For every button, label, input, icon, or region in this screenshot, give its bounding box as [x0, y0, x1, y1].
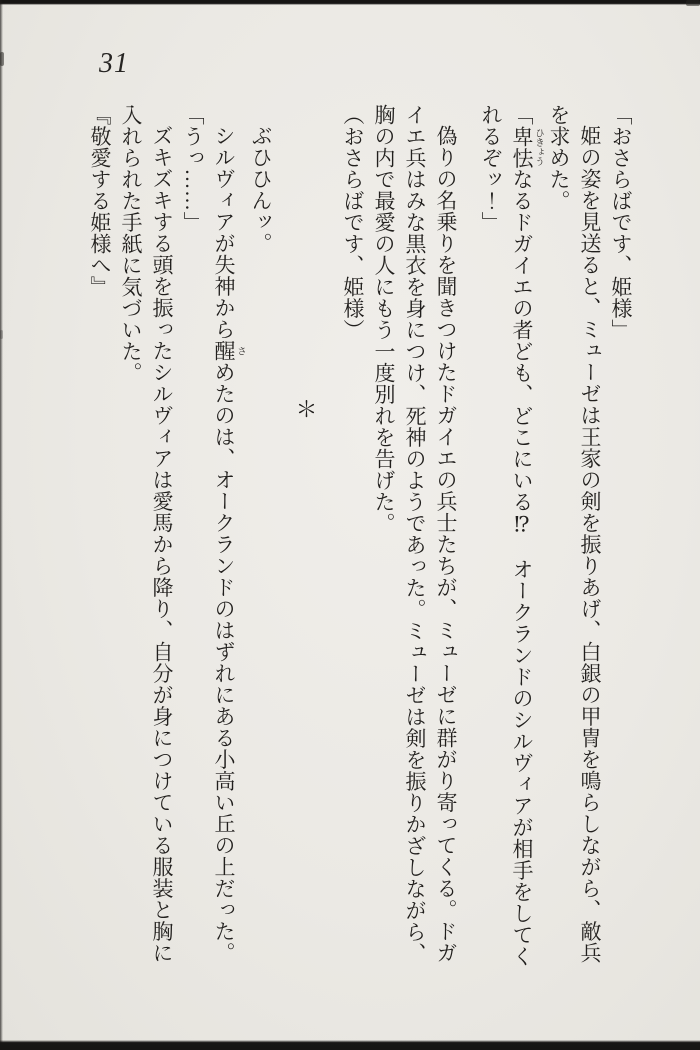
text-line: 入れられた手紙に気づいた。: [119, 104, 143, 384]
text-line-with-ruby: [208, 104, 245, 968]
text-line: イエ兵はみな黒衣を身につけ、死神のようであった。ミューゼは剣を振りかざしながら、: [403, 104, 427, 964]
section-divider-star: ＊: [293, 398, 318, 421]
scan-smudge: [0, 330, 3, 339]
text-line: 『敬愛する姫様へ』: [88, 104, 112, 298]
ruby-annotation: さ: [235, 340, 245, 362]
text-line: （おさらばです、姫様）: [341, 104, 365, 341]
text-segment: なるドガイエの者ども、どこにいる⁉ オークランドのシルヴィアが相手をしてく: [510, 168, 534, 967]
text-segment: めたのは、オークランドのはずれにある小高い丘の上だった。: [212, 361, 236, 964]
text-line: 姫の姿を見送ると、ミューゼは王家の剣を振りあげ、白銀の甲冑を鳴らしながら、敵兵: [578, 125, 602, 964]
ruby-annotation: ひきょう: [533, 125, 543, 169]
text-line: 偽りの名乗りを聞きつけたドガイエの兵士たちが、ミューゼに群がり寄ってくる。ドガ: [434, 125, 458, 964]
text-line: 「おさらばです、姫様」: [609, 104, 633, 341]
ruby-word: [212, 340, 245, 362]
scan-smudge: [0, 52, 4, 66]
scan-edge-left: [0, 0, 3, 1050]
text-line: 胸の内で最愛の人にもう一度別れを告げた。: [372, 104, 396, 534]
novel-text-block: [84, 104, 636, 968]
text-line-with-ruby: [506, 104, 543, 968]
ruby-base: 卑怯: [510, 125, 534, 169]
scan-edge-top: [0, 0, 700, 5]
scan-smudge: [686, 0, 700, 6]
text-segment: 「: [510, 104, 534, 126]
text-line: ズキズキする頭を振ったシルヴィアは愛馬から降り、自分が身につけている服装と胸に: [150, 125, 174, 964]
text-line: ぶひひんッ。: [249, 125, 273, 254]
ruby-base: 醒: [212, 340, 236, 362]
page-number: 31: [99, 48, 129, 79]
ruby-word: [510, 125, 543, 169]
text-line: 「うっ……」: [181, 104, 205, 233]
text-line: れるぞッ！」: [479, 104, 503, 233]
scan-edge-bottom: [0, 1040, 700, 1050]
text-segment: シルヴィアが失神から: [212, 125, 236, 340]
text-line: を求めた。: [547, 104, 571, 212]
